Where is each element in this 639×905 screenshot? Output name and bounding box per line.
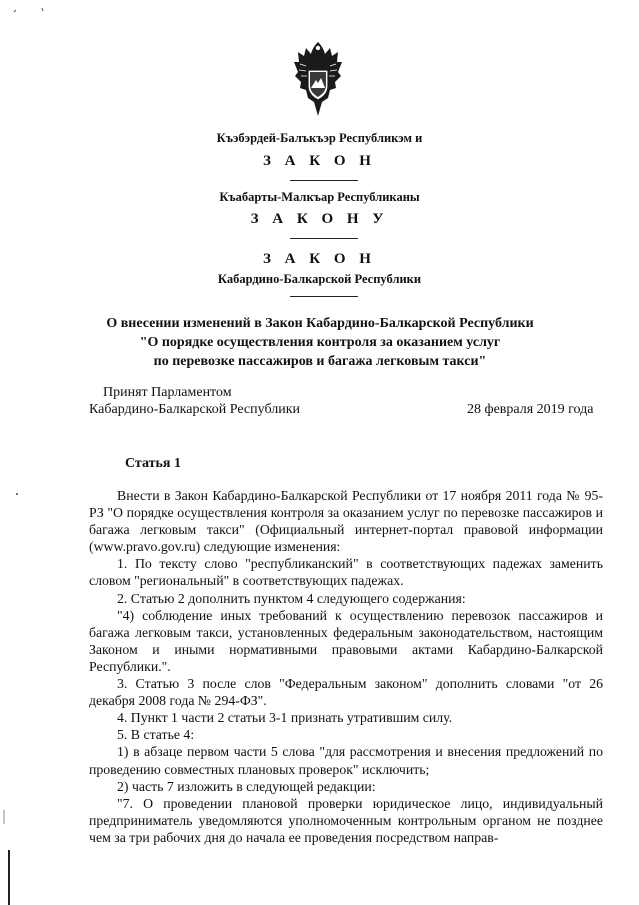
law-title-line: "О порядке осуществления контроля за оказанием услуг — [139, 335, 501, 350]
divider — [290, 296, 358, 297]
balkar-law-title: З А К О Н У — [250, 211, 389, 227]
coat-of-arms-icon — [292, 40, 344, 118]
law-title-line: по перевозке пассажиров и багажа легковым такси" — [153, 354, 487, 369]
paragraph: 1. По тексту слово "республиканский" в соответствующих падежах заменить словом "региональный" в соответствующих падежах. — [89, 556, 603, 589]
kabardian-prefix: Къэбэрдей-Балъкъэр Республикэм и — [216, 131, 423, 145]
paragraph: "7. О проведении плановой проверки юридическое лицо, индивидуальный предприниматель уведомляются уполномоченным контрольным органом не позднее чем за три рабочих дня до начала ее проведения посредством направ- — [89, 795, 603, 845]
paragraph: "4) соблюдение иных требований к осуществлению перевозок пассажиров и багажа легковым такси, установленных федеральным законодательством, настоящим Законом и иными нормативными правовыми актами Кабардино-Балкарской Республики.". — [89, 607, 603, 674]
adoption-line: Принят Парламентом — [103, 385, 232, 400]
balkar-prefix: Къабарты-Малкъар Республиканы — [219, 190, 420, 204]
article-heading: Статья 1 — [125, 456, 181, 471]
paragraph: Внести в Закон Кабардино-Балкарской Республики от 17 ноября 2011 года № 95-РЗ "О порядке осуществления контроля за оказанием услуг по перевозке пассажиров и багажа легковым такси" (Официальный интернет-портал правовой информации (www.pravo.gov.ru) следующие изменения: — [89, 488, 603, 555]
adoption-line: Кабардино-Балкарской Республики — [89, 402, 300, 417]
kabardian-law-title: З А К О Н — [263, 153, 376, 169]
paragraph: 1) в абзаце первом части 5 слова "для рассмотрения и внесения предложений по проведению совместных плановых проверок" исключить; — [89, 744, 603, 777]
paragraph: 3. Статью 3 после слов "Федеральным законом" дополнить словами "от 26 декабря 2008 года № 294-ФЗ". — [89, 676, 603, 709]
law-title — [60, 314, 580, 371]
paragraph: 2) часть 7 изложить в следующей редакции: — [117, 778, 376, 794]
paragraph: 2. Статью 2 дополнить пунктом 4 следующего содержания: — [117, 590, 466, 606]
paragraph: 4. Пункт 1 части 2 статьи 3-1 признать утратившим силу. — [117, 710, 453, 726]
russian-suffix: Кабардино-Балкарской Республики — [217, 272, 422, 286]
law-title-line: О внесении изменений в Закон Кабардино-Балкарской Республики — [106, 316, 534, 331]
russian-law-title: З А К О Н — [263, 251, 376, 267]
divider — [290, 238, 358, 239]
adoption-date: 28 февраля 2019 года — [467, 402, 594, 417]
divider — [290, 180, 358, 181]
article-body — [89, 487, 603, 846]
paragraph: 5. В статье 4: — [117, 727, 195, 743]
